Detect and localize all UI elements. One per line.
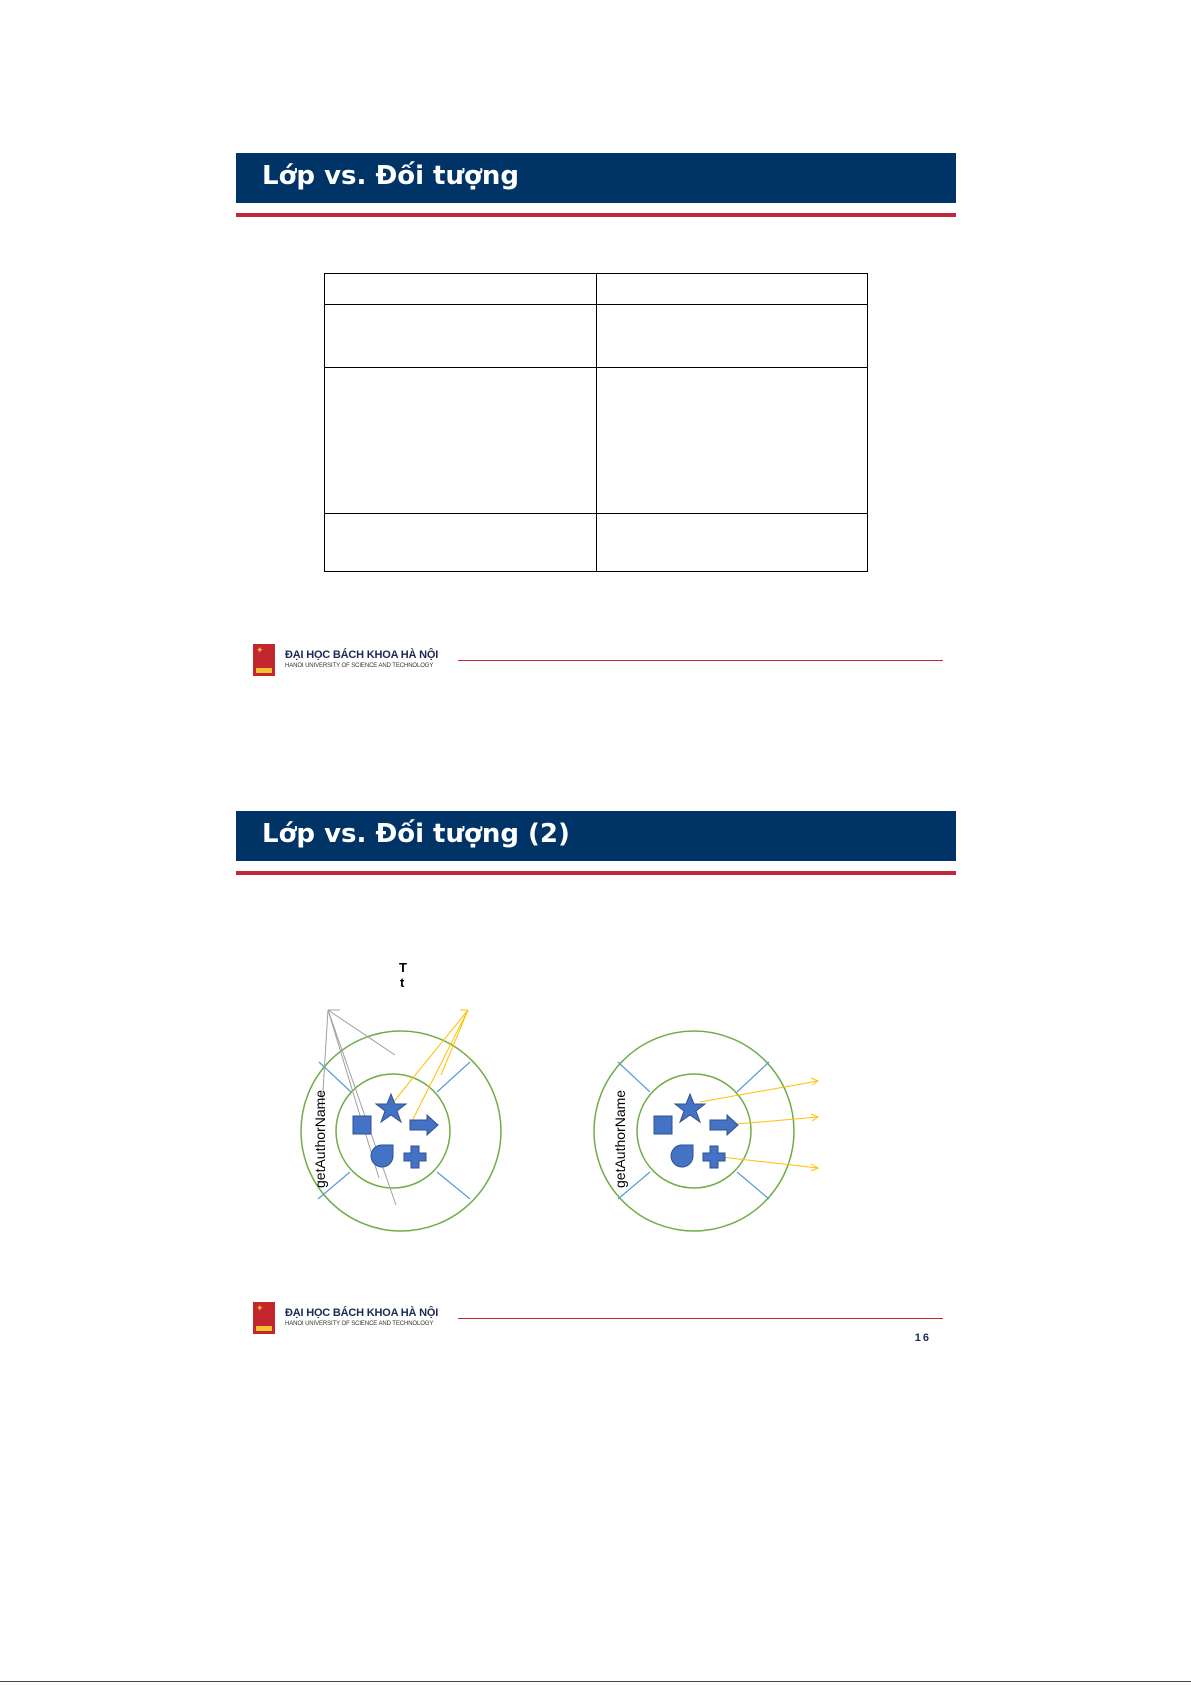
university-logo-icon: ✦ bbox=[253, 644, 275, 676]
left-method-label: getAuthorName bbox=[312, 1089, 328, 1188]
right-method-label: getAuthorName bbox=[612, 1089, 628, 1188]
pointer-line bbox=[391, 1010, 468, 1105]
right-object bbox=[594, 1031, 818, 1231]
divider-line bbox=[737, 1062, 769, 1092]
divider-line bbox=[737, 1172, 769, 1199]
teardrop-icon bbox=[671, 1145, 693, 1167]
star-icon bbox=[675, 1094, 705, 1122]
divider-line bbox=[618, 1062, 650, 1092]
star-icon bbox=[376, 1094, 406, 1122]
left-outer-circle bbox=[301, 1031, 501, 1231]
left-object bbox=[301, 1010, 501, 1231]
square-icon bbox=[353, 1116, 371, 1134]
arrow-right-icon bbox=[710, 1115, 738, 1135]
university-name-en: HANOI UNIVERSITY OF SCIENCE AND TECHNOLOGY bbox=[285, 663, 434, 669]
pointer-line bbox=[410, 1010, 468, 1125]
slide-2-title: Lớp vs. Đối tượng (2) bbox=[262, 819, 570, 849]
arrow-right-icon bbox=[410, 1115, 438, 1135]
pointer-line bbox=[721, 1157, 818, 1168]
pointer-line bbox=[441, 1010, 468, 1075]
fragment-label-top: T bbox=[399, 960, 407, 975]
university-name: ĐẠI HỌC BÁCH KHOA HÀ NỘI bbox=[285, 1307, 439, 1319]
university-name-en: HANOI UNIVERSITY OF SCIENCE AND TECHNOLOGY bbox=[285, 1321, 434, 1327]
university-logo-icon: ✦ bbox=[253, 1302, 275, 1334]
page-number: 16 bbox=[914, 1332, 931, 1344]
divider-line bbox=[437, 1062, 470, 1092]
divider-line bbox=[437, 1172, 470, 1199]
pointer-line bbox=[700, 1081, 818, 1102]
teardrop-icon bbox=[371, 1145, 393, 1167]
plus-icon bbox=[703, 1146, 725, 1168]
page-bottom-rule bbox=[0, 1681, 1191, 1682]
slide-1-title: Lớp vs. Đối tượng bbox=[262, 161, 519, 191]
footer-rule bbox=[458, 1318, 943, 1319]
square-icon bbox=[654, 1116, 672, 1134]
fragment-label-bottom: t bbox=[400, 975, 405, 990]
university-name: ĐẠI HỌC BÁCH KHOA HÀ NỘI bbox=[285, 649, 439, 661]
slide-2-footer bbox=[253, 1302, 953, 1344]
plus-icon bbox=[404, 1146, 426, 1168]
